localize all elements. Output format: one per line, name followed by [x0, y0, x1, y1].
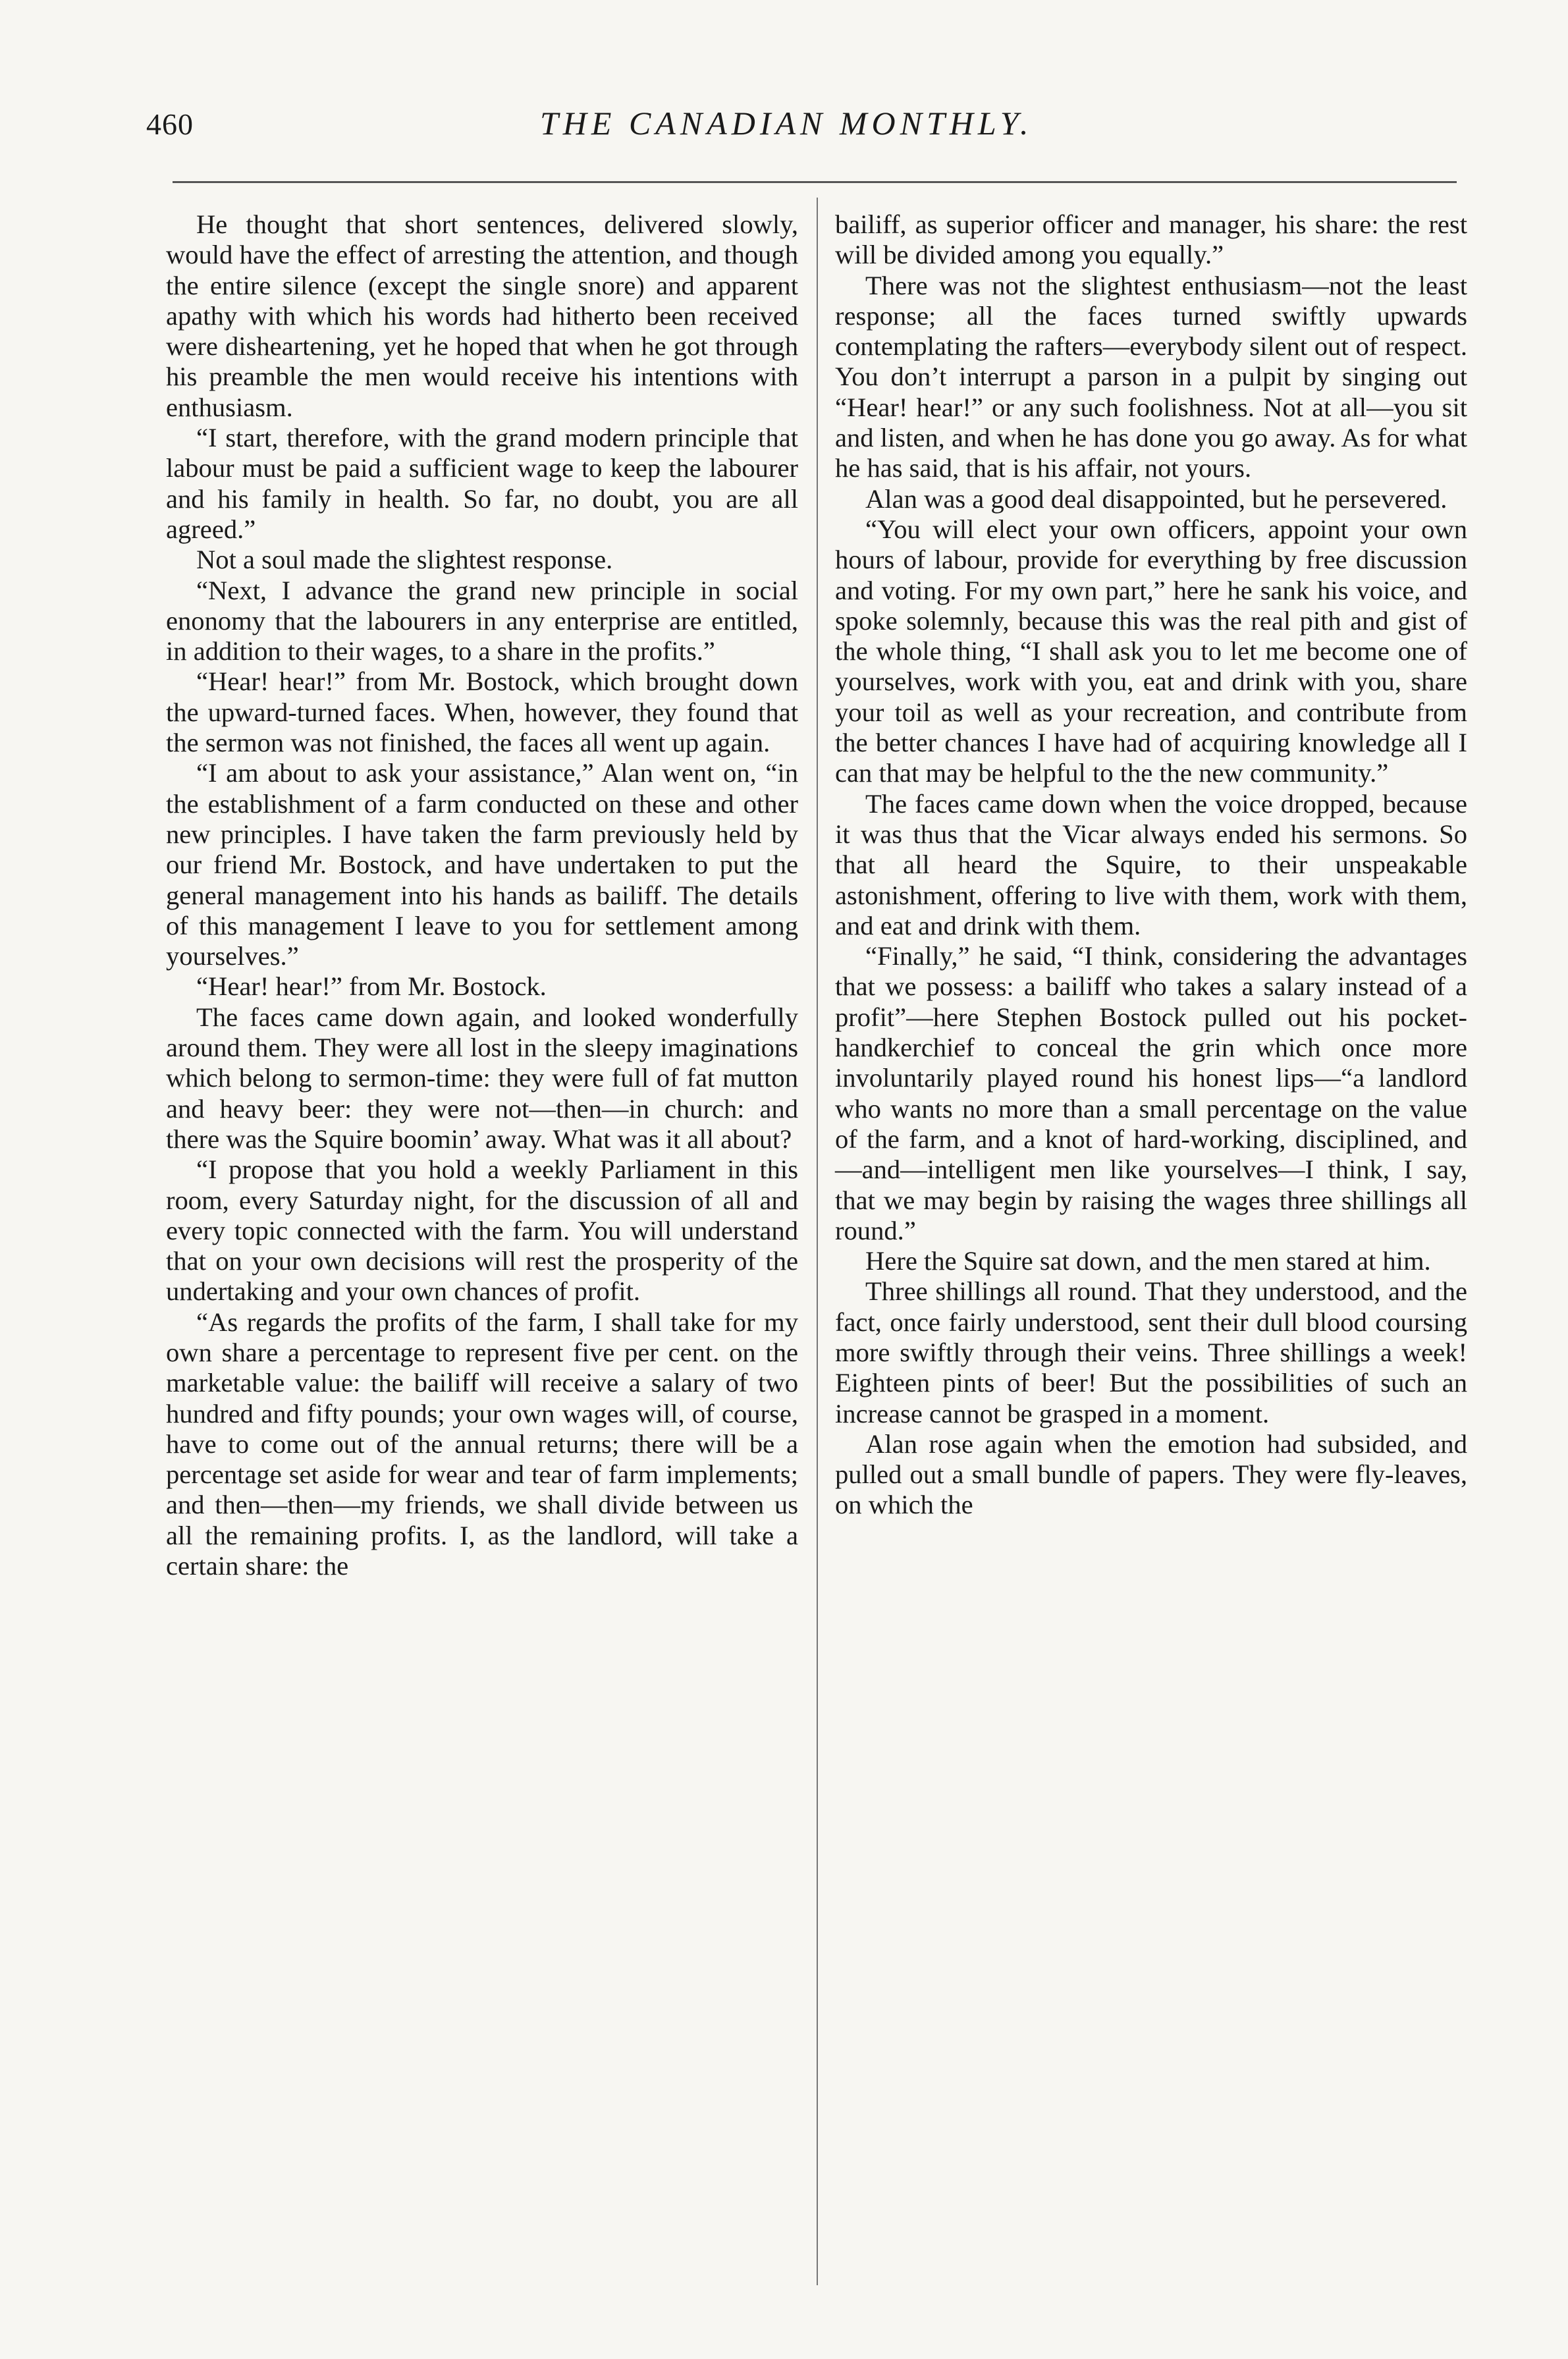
- paragraph: “I start, therefore, with the grand modern principle that labour must be paid a sufficient wage to keep the labourer and his family in health. So far, no doubt, you are all agreed.”: [166, 423, 798, 544]
- paragraph: There was not the slightest enthusiasm—not the least response; all the faces turned swiftly upwards contemplating the rafters—everybody silent out of respect. You don’t interrupt a parson in a pulpit by singing out “Hear! hear!” or any such foolishness. Not at all—you sit and listen, and when he has done you go away. As for what he has said, that is his affair, not yours.: [835, 270, 1467, 483]
- paragraph: “Finally,” he said, “I think, considering the advantages that we possess: a bailiff who takes a salary instead of a profit”—here Stephen Bostock pulled out his pocket-handkerchief to conceal the grin which once more involuntarily played round his honest lips—“a landlord who wants no more than a small percentage on the value of the farm, and a knot of hard-working, disciplined, and—and—intelligent men like yourselves—I think, I say, that we may begin by raising the wages three shillings all round.”: [835, 941, 1467, 1245]
- running-title: THE CANADIAN MONTHLY.: [540, 105, 1033, 142]
- paragraph-continued: bailiff, as superior officer and manager, his share: the rest will be divided among you equally.”: [835, 209, 1467, 270]
- left-column: [166, 209, 798, 1581]
- paragraph: “You will elect your own officers, appoint your own hours of labour, provide for everything by free discussion and voting. For my own part,” here he sank his voice, and spoke solemnly, because this was the real pith and gist of the whole thing, “I shall ask you to let me become one of yourselves, work with you, eat and drink with you, share your toil as well as your recreation, and contribute from the better chances I have had of acquiring knowledge all I can that may be helpful to the the new community.”: [835, 514, 1467, 788]
- paragraph: Alan was a good deal disappointed, but he persevered.: [865, 483, 1447, 514]
- paragraph: “I am about to ask your assistance,” Alan went on, “in the establishment of a farm conducted on these and other new principles. I have taken the farm previously held by our friend Mr. Bostock, and have undertaken to put the general management into his hands as bailiff. The details of this management I leave to you for settlement among yourselves.”: [166, 758, 798, 971]
- paragraph: Alan rose again when the emotion had subsided, and pulled out a small bundle of papers. They were fly-leaves, on which the: [835, 1428, 1467, 1520]
- page-header: [0, 0, 1568, 158]
- paragraph: “Next, I advance the grand new principle in social enonomy that the labourers in any enterprise are entitled, in addition to their wages, to a share in the profits.”: [166, 575, 798, 666]
- paragraph: Three shillings all round. That they understood, and the fact, once fairly understood, sent their dull blood coursing more swiftly through their veins. Three shillings a week! Eighteen pints of beer! But the possibilities of such an increase cannot be grasped in a moment.: [835, 1276, 1467, 1428]
- column-divider: [817, 198, 818, 2285]
- paragraph: The faces came down when the voice dropped, because it was thus that the Vicar always ended his sermons. So that all heard the Squire, to their unspeakable astonishment, offering to live with them, work with them, and eat and drink with them.: [835, 788, 1467, 940]
- paragraph: Not a soul made the slightest response.: [196, 545, 613, 575]
- paragraph: “As regards the profits of the farm, I shall take for my own share a percentage to represent five per cent. on the marketable value: the bailiff will receive a salary of two hundred and fifty pounds; your own wages will, of course, have to come out of the annual returns; there will be a percentage set aside for wear and tear of farm implements; and then—then—my friends, we shall divide between us all the remaining profits. I, as the landlord, will take a certain share: the: [166, 1307, 798, 1581]
- page-number: 460: [146, 107, 194, 141]
- paragraph: He thought that short sentences, delivered slowly, would have the effect of arresting the attention, and though the entire silence (except the single snore) and apparent apathy with which his words had hitherto been received were disheartening, yet he hoped that when he got through his preamble the men would receive his intentions with enthusiasm.: [166, 209, 798, 422]
- paragraph: “Hear! hear!” from Mr. Bostock, which brought down the upward-turned faces. When, however, they found that the sermon was not finished, the faces all went up again.: [166, 666, 798, 758]
- paragraph: Here the Squire sat down, and the men stared at him.: [865, 1246, 1431, 1276]
- header-rule: [173, 181, 1457, 183]
- paragraph: The faces came down again, and looked wonderfully around them. They were all lost in the sleepy imaginations which belong to sermon-time: they were full of fat mutton and heavy beer: they were not—then—in church: and there was the Squire boomin’ away. What was it all about?: [166, 1002, 798, 1154]
- paragraph: “I propose that you hold a weekly Parliament in this room, every Saturday night, for the discussion of all and every topic connected with the farm. You will understand that on your own decisions will rest the prosperity of the undertaking and your own chances of profit.: [166, 1154, 798, 1307]
- right-column: [835, 209, 1467, 1521]
- paragraph: “Hear! hear!” from Mr. Bostock.: [196, 971, 547, 1002]
